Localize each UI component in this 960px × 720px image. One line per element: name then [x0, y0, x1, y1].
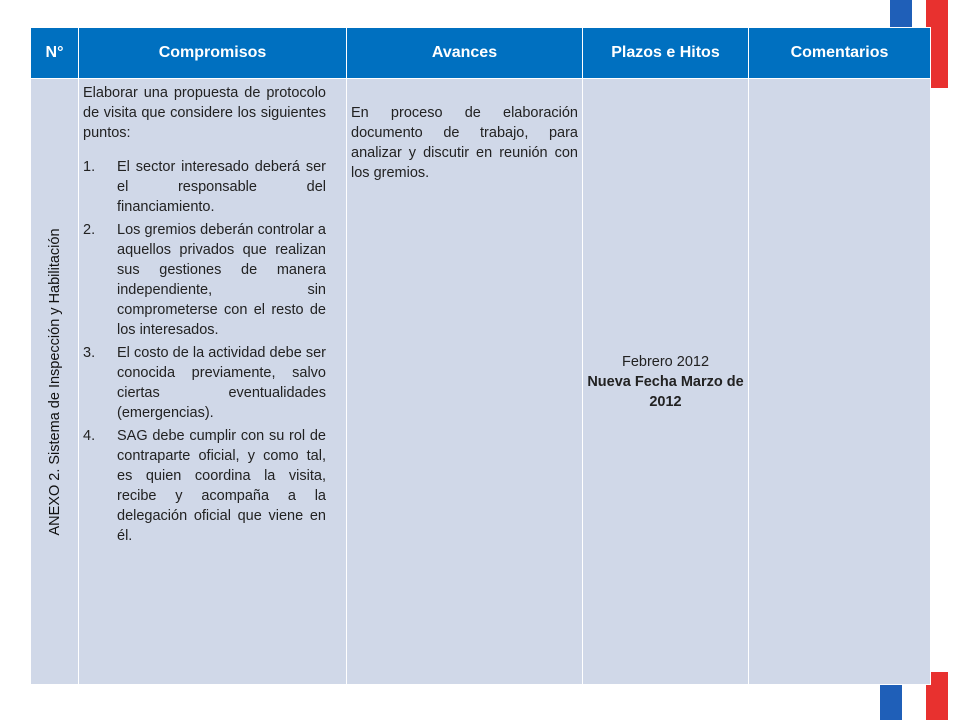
- commitments-table: [30, 27, 931, 685]
- header-compromisos: Compromisos: [79, 28, 347, 79]
- list-item-number: 2.: [83, 222, 96, 238]
- list-item-text: El sector interesado deberá ser el responsable del financiamiento.: [117, 159, 326, 215]
- list-item: [83, 343, 326, 423]
- header-row: [31, 28, 931, 79]
- list-item-number: 3.: [83, 345, 96, 361]
- header-avances: Avances: [347, 28, 583, 79]
- plazo-new-date: Nueva Fecha Marzo de 2012: [587, 373, 744, 410]
- compromisos-list: [83, 157, 326, 546]
- avances-text: En proceso de elaboración documento de trabajo, para analizar y discutir en reunión con los gremios.: [351, 105, 578, 181]
- compromisos-intro: Elaborar una propuesta de protocolo de visita que considere los siguientes puntos:: [83, 85, 326, 141]
- table-row: [31, 79, 931, 685]
- header-number: N°: [31, 28, 79, 79]
- list-item-text: El costo de la actividad debe ser conocida previamente, salvo ciertas eventualidades (emergencias).: [117, 345, 326, 421]
- list-item-number: 1.: [83, 159, 96, 175]
- plazo-original: Febrero 2012: [621, 353, 710, 370]
- comentarios-cell: [749, 79, 931, 685]
- list-item: [83, 220, 326, 340]
- compromisos-cell: [79, 79, 347, 685]
- row-label: ANEXO 2. Sistema de Inspección y Habilitación: [46, 227, 63, 536]
- list-item-text: Los gremios deberán controlar a aquellos privados que realizan sus gestiones de manera independiente, sin comprometerse con el resto de los interesados.: [117, 222, 326, 338]
- list-item: [83, 426, 326, 546]
- header-comentarios: Comentarios: [749, 28, 931, 79]
- plazos-cell: [583, 79, 749, 685]
- avances-cell: [347, 79, 583, 685]
- list-item-number: 4.: [83, 428, 96, 444]
- list-item: [83, 157, 326, 217]
- header-plazos: Plazos e Hitos: [583, 28, 749, 79]
- row-label-cell: [31, 79, 79, 685]
- list-item-text: SAG debe cumplir con su rol de contraparte oficial, y como tal, es quien coordina la visita, recibe y acompaña a la delegación oficial que viene en él.: [117, 428, 326, 544]
